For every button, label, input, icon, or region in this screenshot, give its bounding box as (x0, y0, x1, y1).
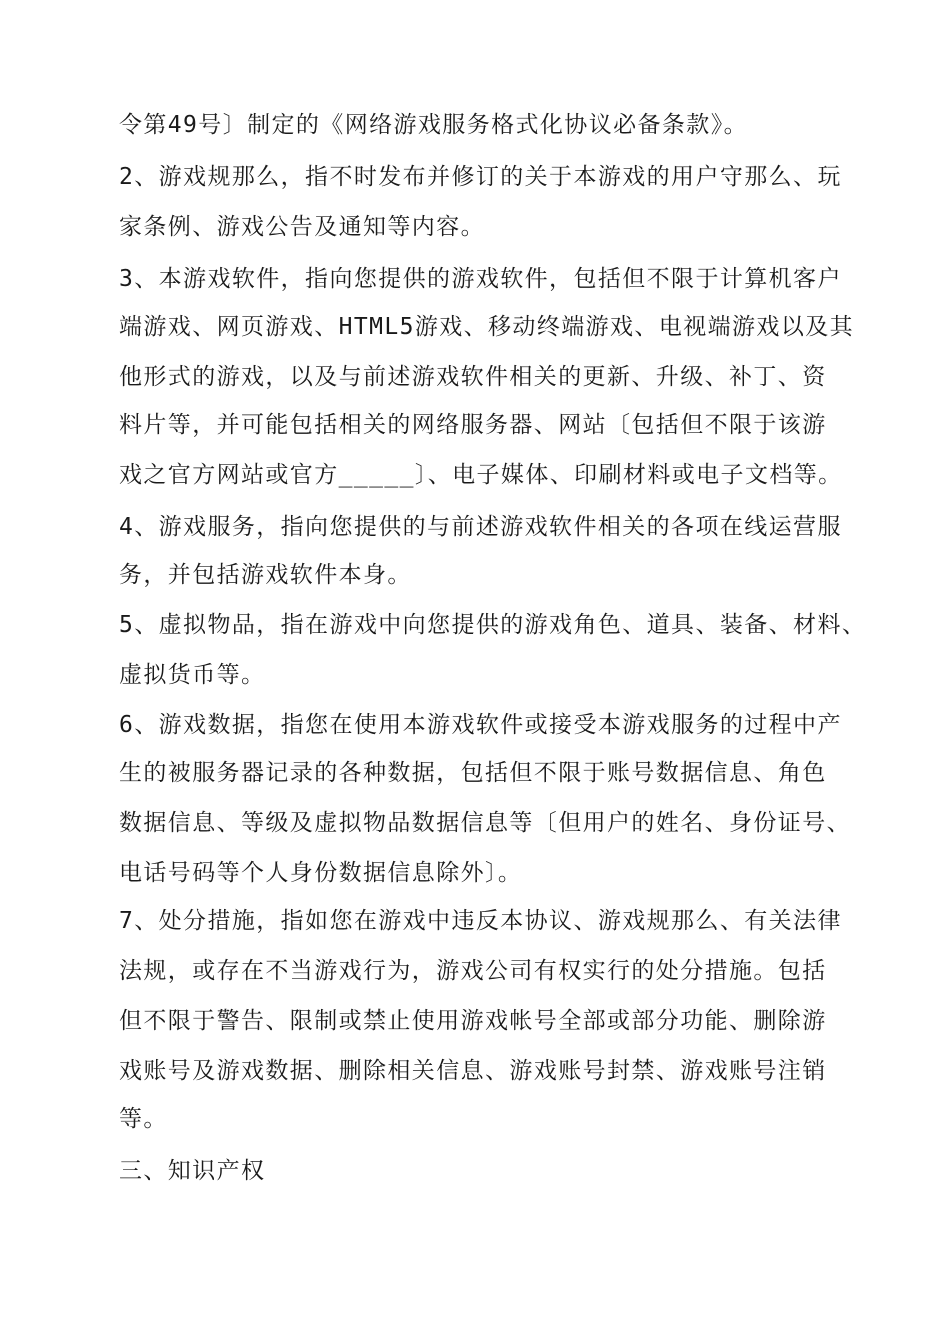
text-line-09: 4、游戏服务，指向您提供的与前述游戏软件相关的各项在线运营服 (119, 514, 842, 540)
text-line-19: 但不限于警告、限制或禁止使用游戏帐号全部或部分功能、删除游 (119, 1008, 827, 1034)
text-line-07: 料片等，并可能包括相关的网络服务器、网站〔包括但不限于该游 (119, 412, 827, 438)
text-line-03: 家条例、游戏公告及通知等内容。 (119, 214, 485, 240)
text-line-04: 3、本游戏软件，指向您提供的游戏软件，包括但不限于计算机客户 (119, 266, 842, 292)
text-line-18: 法规，或存在不当游戏行为，游戏公司有权实行的处分措施。包括 (119, 958, 827, 984)
text-line-08: 戏之官方网站或官方_____〕、电子媒体、印刷材料或电子文档等。 (119, 462, 843, 488)
text-line-02: 2、游戏规那么，指不时发布并修订的关于本游戏的用户守那么、玩 (119, 164, 842, 190)
text-line-10: 务，并包括游戏软件本身。 (119, 562, 412, 588)
section-heading: 三、知识产权 (119, 1158, 266, 1184)
text-line-21: 等。 (119, 1106, 168, 1132)
text-line-13: 6、游戏数据，指您在使用本游戏软件或接受本游戏服务的过程中产 (119, 712, 842, 738)
text-line-15: 数据信息、等级及虚拟物品数据信息等〔但用户的姓名、身份证号、 (119, 810, 851, 836)
text-line-06: 他形式的游戏，以及与前述游戏软件相关的更新、升级、补丁、资 (119, 364, 827, 390)
text-line-14: 生的被服务器记录的各种数据，包括但不限于账号数据信息、角色 (119, 760, 827, 786)
text-line-16: 电话号码等个人身份数据信息除外〕。 (119, 860, 523, 886)
text-line-17: 7、处分措施，指如您在游戏中违反本协议、游戏规那么、有关法律 (119, 908, 842, 934)
text-line-20: 戏账号及游戏数据、删除相关信息、游戏账号封禁、游戏账号注销 (119, 1058, 827, 1084)
text-line-12: 虚拟货币等。 (119, 662, 266, 688)
text-line-11: 5、虚拟物品，指在游戏中向您提供的游戏角色、道具、装备、材料、 (119, 612, 867, 638)
text-line-05: 端游戏、网页游戏、HTML5游戏、移动终端游戏、电视端游戏以及其 (119, 314, 855, 340)
text-line-01: 令第49号〕制定的《网络游戏服务格式化协议必备条款》。 (119, 112, 748, 138)
